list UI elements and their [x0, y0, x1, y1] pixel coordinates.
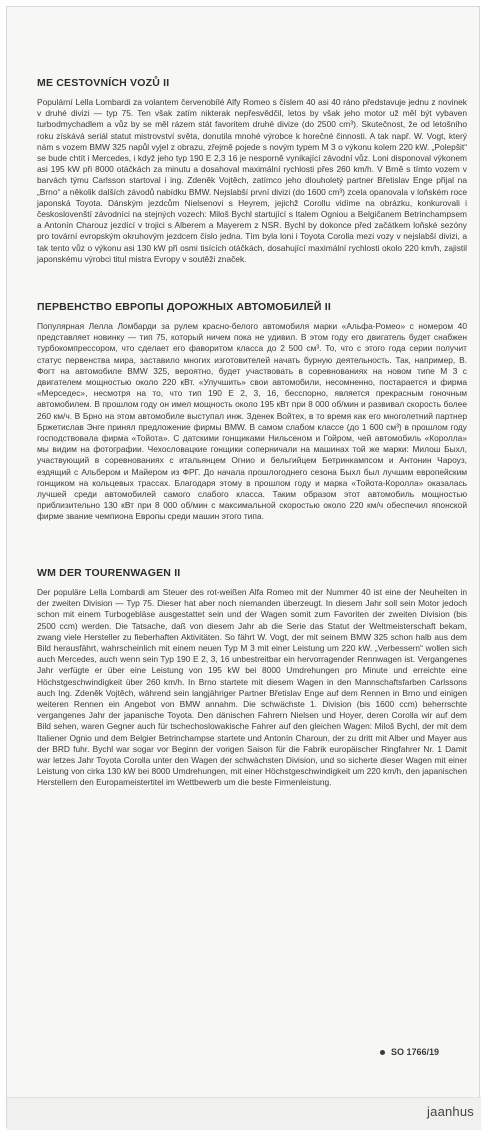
section-heading-german: WM DER TOURENWAGEN II [37, 567, 181, 579]
catalog-code-text: SO 1766/19 [390, 1047, 439, 1057]
bullet-icon [380, 1050, 385, 1055]
section-heading-czech: ME CESTOVNÍCH VOZŮ II [37, 77, 170, 89]
watermark-strip [7, 1097, 481, 1130]
section-text-german: Der populäre Lella Lombardi am Steuer des rot-weißen Alfa Romeo mit der Nummer 40 ist eine der Neuheiten in der zweiten Division — Typ 75. Dieser hat aber noch niemanden überzeugt. In diesem Jahr soll sein Motor jedoch schon mit einem Turbogebläse ausgestattet sein und der Wagen somit zum Favoriten der zweiten Division (bis 2500 ccm) werden. Die Tatsache, daß von diesem Jahr ab die Serie das Statut der Weltmeisterschaft bekam, zwang viele Hersteller zu fieberhaften Aktivitäten. So fährt W. Vogt, der mit seinem BMW 325 schon halb aus dem Bild herausfährt, wahrscheinlich mit einem neuen Typ M 3 mit einer Leistung um 220 kW. „Verbessern“ wollen sich auch Mercedes, auch wenn sein Typ 190 E 2, 3, 16 unbestreitbar ein hervorragender Rennwagen ist. Vergangenes Jahr verfügte er über eine Leistung von 195 kW bei 8000 Umdrehungen pro Minute und erreichte eine Höchstgeschwindigkeit über 260 km/h. In Brno startete mit diesem Wagen in den Mannschaftsfarben Carlssons auch Ing. Zdeněk Vojtěch, während sein langjähriger Partner Břetislav Enge auf dem Rennen in Brno und einigen weiteren Rennen ein Angebot von BMW annahm. Die schwächste 1. Division (bis 1600 ccm) beherrschte vergangenes Jahr der japanische Toyota. Den dänischen Fahrern Nielsen und Hoyer, deren Corolla wir auf dem Bild sehen, waren Gegner auch für tschechoslowakische Fahrer auf den gleichen Wagen: Miloš Bychl, der mit dem Italiener Ognio und dem Belgier Betrinchampse startete und Antonín Charoun, der zu dritt mit Alber und Mayer aus der BRD fuhr. Bychl war sogar vor Beginn der vorigen Saison für die Fabrik europäischer Ringfahrer Nr. 1 Damit war letzes Jahr Toyota Corolla unter den Wagen der schwächsten Division, und so sicherte dieser Wagen mit einer Leistung von cirka 130 kW bei 8000 Umdrehungen, mit einer Höchstgeschwindigkeit um 220 km/h, den japanischen Herstellern den Europameistertitel im Wettbewerb um die beste Firmenleistung. [37, 587, 467, 788]
section-czech [37, 77, 467, 265]
section-text-russian: Популярная Лелла Ломбарди за рулем красно-белого автомобиля марки «Альфа-Ромео» с номером 40 представляет новинку — тип 75, который ничем пока не удивил. В этом году его двигатель будет снабжен турбокомпрессором, что сделает его фаворитом класса до 2 500 см³. То, что с этого года серии получит статус первенства мира, заставило многих изготовителей начать бурную деятельность. Так, например, В. Фогт на автомобиле BMW 325, вероятно, будет участвовать в соревнованиях на новом типе М 3 с двигателем мощностью около 220 кВт. «Улучшить» свои автомобили, несомненно, постарается и фирма «Мерседес», несмотря на то, что тип 190 Е 2, 3, 16, бесспорно, является прекрасным гоночным автомобилем. В прошлом году он имел мощность около 195 кВт при 8 000 об/мин и развивал скорость более 260 км/ч. В Брно на этом автомобиле выступал инж. Зденек Войтех, в то время как его многолетний партнер Бржетислав Энге принял предложение фирмы BMW. В самом слабом классе (до 1 600 см³) в прошлом году господствовала фирма «Тойота». С датскими гонщиками Нильсеном и Гойром, чей автомобиль «Королла» мы видим на фотографии. Чехословацкие гонщики соперничали на машинах той же марки: Милош Быхл, участвующий в соревнованиях с итальянцем Огнио и бельгийцем Бетринкампсом и Антонин Чароуз, ездящий с Альбером и Майером из ФРГ. До начала прошлогоднего сезона Быхл был лучшим европейским гонщиком на кольцевых трассах. Благодаря этому в прошлом году и марка «Тойота-Королла» оказалась лучшей среди автомобилей самого слабого класса. Таким образом этот автомобиль мощностью приблизительно 130 кВт при 8 000 об/мин с максимальной скоростью около 220 км/ч обеспечил японской фирме звание чемпиона Европы среди машин этого типа. [37, 321, 467, 522]
section-text-czech: Populární Lella Lombardi za volantem červenobílé Alfy Romeo s číslem 40 asi 40 ráno představuje jednu z novinek v druhé divizi — typ 75. Ten však zatím nikterak nepřesvědčil, letos by však jeho motor už měl být vybaven turbodmychadlem a vůz by se měl rázem stát favoritem druhé divize (do 2500 cm³). Skutečnost, že od letošního roku získává seriál statut mistrovství světa, donutila mnohé výrobce k horečné činnosti. A tak např. W. Vogt, který nám s vozem BMW 325 napůl vyjel z obrazu, zřejmě pojede s novým typem M 3 o výkonu kolem 220 kW. „Polepšit“ se bude chtít i Mercedes, i když jeho typ 190 E 2,3 16 je nesporně vynikající závodní vůz. Loni disponoval výkonem asi 195 kW při 8000 otáčkách za minutu a dosahoval maximální rychlosti přes 260 km/h. V Brně s tímto vozem v barvách týmu Carlsson startoval i ing. Zdeněk Vojtěch, zatímco jeho dlouholetý partner Břetislav Enge přijal na „Brno“ a několik dalších závodů nabídku BMW. Nejslabší první divizi (do 1600 cm³) zcela opanovala v loňském roce japonská Toyota. Dánským jezdcům Nielsenovi s Heyrem, jejichž Corollu vidíme na obrázku, konkurovali i českoslovenští závodníci na stejných vozech: Miloš Bychl startující s Italem Ogniou a Belgičanem Betrinchampsem a Antonín Charouz jezdící v trojici s Alberem a Mayerem z NSR. Bychl by dokonce před začátkem loňské sezóny pro tovární evropským okruhovým jezdcem číslo jedna. Tím byla loni i Toyota Corolla mezi vozy v nejslabší divizi, a tak tento vůz o výkonu asi 130 kW při osmi tisících otáčkách, dosahující maximální rychlosti okolo 220 km/h, zajistil japonskému výrobci titul mistra Evropy v soutěži značek. [37, 97, 467, 264]
section-russian [37, 301, 467, 523]
postcard-back-sheet [6, 6, 480, 1128]
section-german [37, 567, 467, 789]
catalog-code [380, 1047, 439, 1057]
site-watermark: jaanhus [427, 1104, 474, 1119]
section-heading-russian: ПЕРВЕНСТВО ЕВРОПЫ ДОРОЖНЫХ АВТОМОБИЛЕЙ II [37, 301, 332, 313]
